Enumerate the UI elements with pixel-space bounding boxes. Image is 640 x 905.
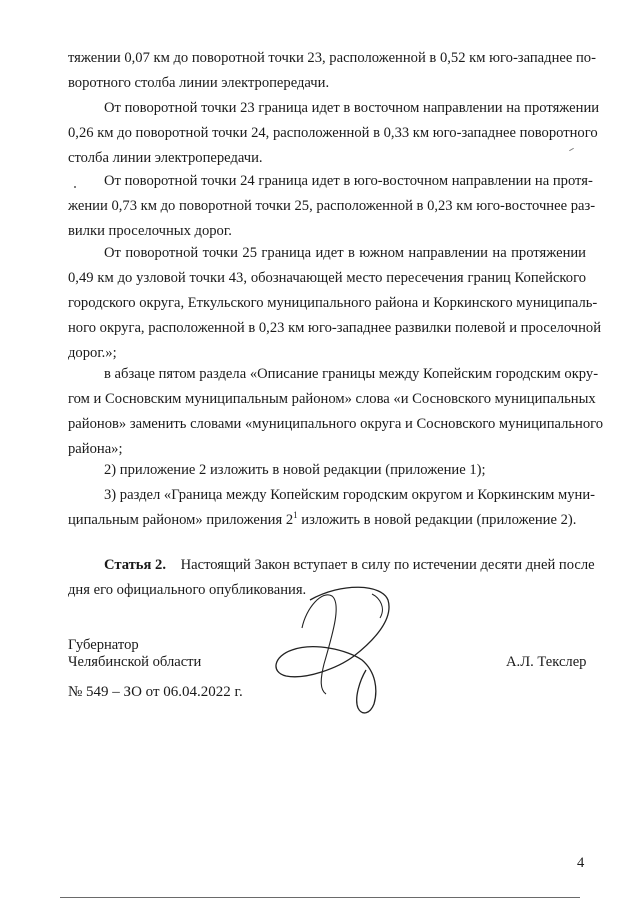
text-line: От поворотной точки 23 граница идет в восточном направлении на протяжении xyxy=(104,100,600,116)
text-line: 0,49 км до узловой точки 43, обозначающей место пересечения границ Копейского xyxy=(68,270,586,286)
text-line: жении 0,73 км до поворотной точки 25, расположенной в 0,23 км юго-восточнее раз- xyxy=(68,198,596,214)
paragraph-amendment-section-five xyxy=(68,362,604,462)
text-line: столба линии электропередачи. xyxy=(68,150,263,166)
text-line: воротного столба линии электропередачи. xyxy=(68,75,330,91)
paragraph-point-24 xyxy=(68,169,596,244)
text-line xyxy=(68,553,595,578)
text-line: городского округа, Еткульского муниципального района и Коркинского муниципаль- xyxy=(68,295,598,311)
text-line: От поворотной точки 25 граница идет в южном направлении на протяжении xyxy=(104,245,586,261)
text-line: в абзаце пятом раздела «Описание границы между Копейским городским окру- xyxy=(104,366,599,382)
text-line: вилки проселочных дорог. xyxy=(68,223,232,239)
handwritten-signature xyxy=(262,580,412,720)
text-line: тяжении 0,07 км до поворотной точки 23, расположенной в 0,52 км юго-западнее по- xyxy=(68,50,596,66)
scan-edge-line xyxy=(60,897,580,898)
text-line: районов» заменить словами «муниципального округа и Сосновского муниципального xyxy=(68,416,604,432)
law-number: № 549 – ЗО от 06.04.2022 г. xyxy=(68,684,243,700)
text-line xyxy=(68,508,586,533)
text-line: дня его официального опубликования. xyxy=(68,582,307,598)
text-line: 2) приложение 2 изложить в новой редакции (приложение 1); xyxy=(104,462,486,478)
text-line: дорог.»; xyxy=(68,345,117,361)
text-segment: изложить в новой редакции (приложение 2). xyxy=(297,512,577,528)
text-line: ного округа, расположенной в 0,23 км юго-западнее развилки полевой и проселочной xyxy=(68,320,602,336)
signatory-title-line1: Губернатор xyxy=(68,637,139,653)
text-line: 3) раздел «Граница между Копейским городским округом и Коркинским муни- xyxy=(104,487,596,503)
paragraph-point-23 xyxy=(68,96,600,171)
text-line: района»; xyxy=(68,441,123,457)
paragraph-item-2 xyxy=(68,458,586,483)
paragraph-continuation xyxy=(68,46,596,96)
paragraph-point-25 xyxy=(68,241,602,366)
paragraph-item-3 xyxy=(68,483,596,533)
page-number: 4 xyxy=(577,855,585,871)
signatory-name: А.Л. Текслер xyxy=(506,654,587,670)
article-text: Настоящий Закон вступает в силу по истечении десяти дней после xyxy=(180,557,595,573)
text-line: гом и Сосновским муниципальным районом» слова «и Сосновского муниципальных xyxy=(68,391,596,407)
text-line: От поворотной точки 24 граница идет в юго-восточном направлении на протя- xyxy=(104,173,593,189)
superscript: 1 xyxy=(293,510,298,520)
scan-speck xyxy=(74,186,76,188)
signatory-title-line2: Челябинской области xyxy=(68,654,202,670)
text-segment: ципальным районом» приложения 2 xyxy=(68,512,294,528)
article-label: Статья 2. xyxy=(104,557,166,573)
text-line: 0,26 км до поворотной точки 24, расположенной в 0,33 км юго-западнее поворотного xyxy=(68,125,598,141)
